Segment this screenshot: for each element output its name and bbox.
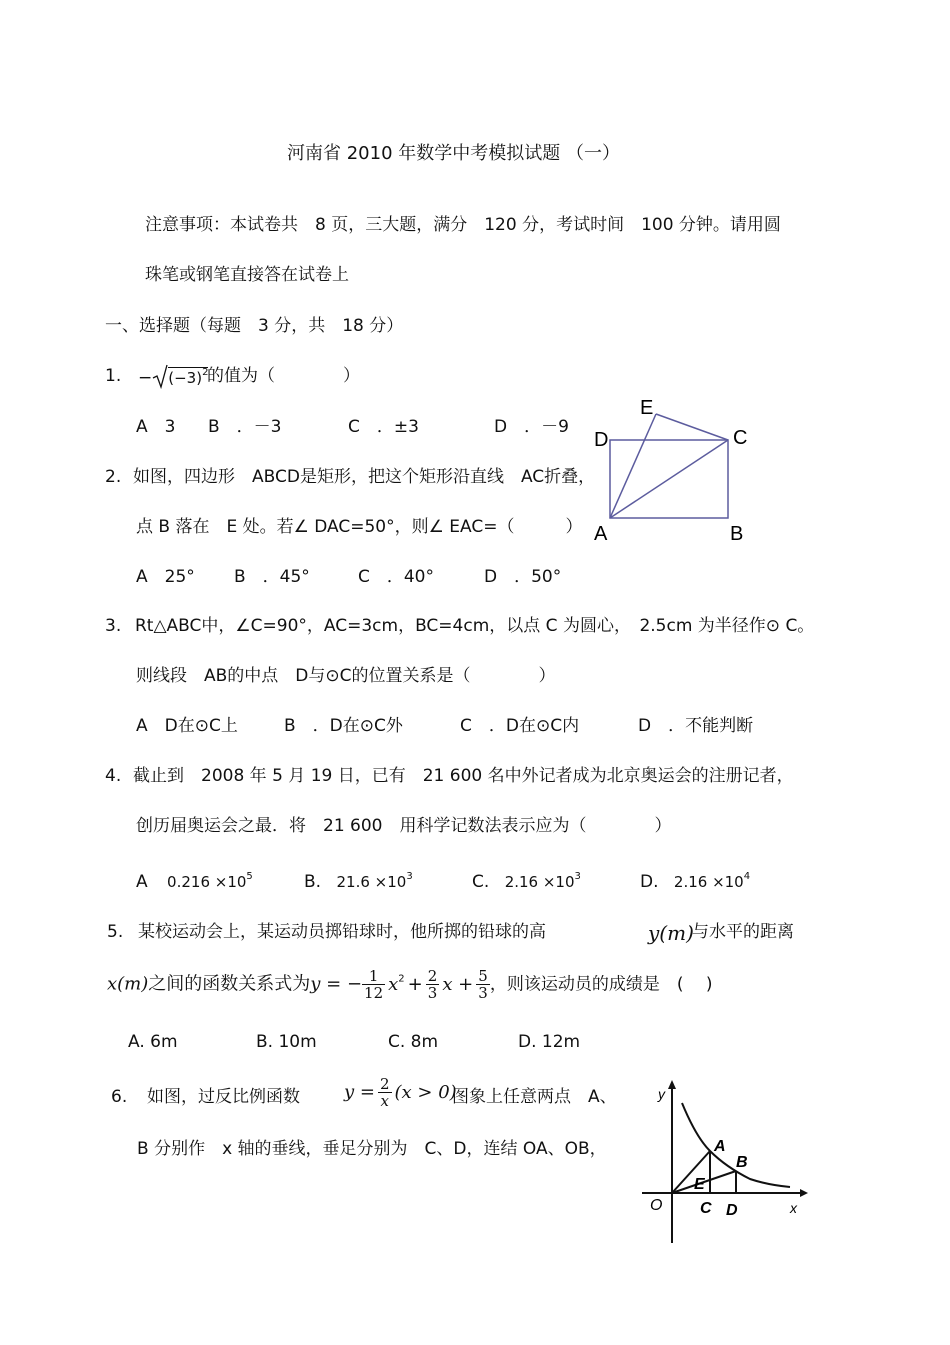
q6-f-num: 2	[379, 1075, 390, 1093]
q1-minus: −	[138, 368, 153, 388]
q4-option-c-base: 2.16 ×10	[504, 873, 575, 891]
q5-fraction-2	[426, 968, 440, 1001]
q4-option-b-exp: 3	[406, 871, 413, 882]
q6-fraction	[378, 1076, 392, 1109]
label-c: C	[733, 427, 748, 449]
question-6-head: 如图，过反比例函数	[147, 1087, 300, 1107]
q4-option-d-exp: 4	[743, 871, 751, 882]
q5-xm: x(m)	[107, 973, 149, 995]
q5-ym: y(m)	[648, 921, 694, 945]
q5-f1-num: 1	[362, 968, 385, 985]
rectangle-fold-figure	[590, 392, 760, 552]
q1-option-b: B ．－3	[208, 417, 282, 437]
label-c: C	[700, 1200, 712, 1217]
q4-option-d	[640, 866, 750, 893]
label-o: O	[650, 1197, 663, 1214]
label-a: A	[714, 1138, 726, 1155]
q2-option-c: C ．40°	[358, 567, 435, 587]
q5-eq-x2-exp: 2	[398, 973, 405, 985]
question-3-line-2: 则线段 AB的中点 D与⊙C的位置关系是（ ）	[136, 666, 556, 686]
q6-eq-y: y =	[344, 1081, 375, 1103]
q4-option-c	[472, 866, 581, 893]
question-4-number: 4.	[105, 766, 122, 786]
y-axis-arrow-icon	[668, 1080, 676, 1089]
question-6-line-1-tail: 图象上任意两点 A、	[452, 1087, 617, 1107]
question-4-line-1: 截止到 2008 年 5 月 19 日，已有 21 600 名中外记者成为北京奥运会的注册记者，	[133, 766, 794, 786]
q2-option-d: D ．50°	[484, 567, 562, 587]
q5-relation-text: 之间的函数关系式为	[148, 973, 311, 995]
question-1-number: 1.	[105, 366, 122, 386]
q1-radicand-text: (−3)	[168, 369, 203, 387]
question-4-line-2: 创历届奥运会之最．将 21 600 用科学记数法表示应为（ ）	[136, 816, 672, 836]
label-a: A	[594, 523, 608, 545]
q4-option-d-base: 2.16 ×10	[673, 873, 744, 891]
q2-option-a: A 25°	[136, 567, 195, 587]
q5-f2-num: 2	[427, 967, 438, 985]
q4-option-a-base: 0.216 ×10	[167, 873, 247, 891]
question-5-line-2	[107, 968, 713, 1001]
q4-option-d-label: D.	[640, 872, 659, 892]
q3-option-d: D ．不能判断	[638, 716, 754, 736]
q3-option-c: C ．D在⊙C内	[460, 716, 580, 736]
q4-option-c-label: C.	[472, 872, 490, 892]
q5-fraction-3	[476, 968, 490, 1001]
label-b: B	[736, 1154, 748, 1171]
q5-option-d: D. 12m	[518, 1032, 581, 1052]
question-3-number: 3.	[105, 616, 122, 636]
q4-option-b-label: B.	[304, 872, 322, 892]
q3-option-b: B ．D在⊙C外	[284, 716, 403, 736]
q1-option-d: D ．－9	[494, 417, 569, 437]
question-3-line-1: Rt△ABC中，∠C=90°，AC=3cm，BC=4cm，以点 C 为圆心， 2.5cm 为半径作⊙ C。	[135, 616, 815, 636]
q6-function	[344, 1076, 457, 1109]
q1-radicand	[168, 367, 208, 387]
q1-option-a: A 3	[136, 417, 176, 437]
q5-fraction-1	[362, 968, 385, 1001]
q4-option-b-base: 21.6 ×10	[336, 873, 407, 891]
label-x: x	[790, 1200, 797, 1216]
q5-option-c: C. 8m	[388, 1032, 439, 1052]
label-y: y	[658, 1086, 665, 1102]
q5-eq-plus: +	[407, 973, 423, 995]
q1-exponent: 2	[202, 367, 209, 378]
q5-f1-den: 12	[364, 984, 384, 1002]
page-title: 河南省 2010 年数学中考模拟试题 （一）	[287, 143, 620, 164]
question-2-line-2: 点 B 落在 E 处。若∠ DAC=50°，则∠ EAC=（ ）	[136, 517, 583, 537]
label-d: D	[594, 429, 609, 451]
notice-line-2: 珠笔或钢笔直接答在试卷上	[145, 265, 349, 285]
question-5-number: 5.	[107, 922, 124, 942]
label-d: D	[726, 1202, 738, 1219]
q6-f-den: x	[380, 1092, 389, 1110]
q5-option-a: A. 6m	[128, 1032, 178, 1052]
q3-option-a: A D在⊙C上	[136, 716, 238, 736]
label-e: E	[694, 1176, 705, 1193]
q5-f3-den: 3	[478, 984, 488, 1002]
inverse-function-figure	[640, 1075, 810, 1250]
question-2-line-1: 如图，四边形 ABCD是矩形，把这个矩形沿直线 AC折叠，	[133, 467, 596, 487]
segment-ec	[656, 414, 728, 440]
q6-eq-condition: (x > 0)	[394, 1081, 457, 1103]
question-5-line-1: 某校运动会上，某运动员掷铅球时，他所掷的铅球的高	[138, 922, 546, 942]
question-1-expression	[138, 362, 208, 389]
sqrt-icon	[152, 363, 168, 389]
q4-option-a-exp: 5	[246, 871, 253, 882]
x-axis-arrow-icon	[800, 1189, 808, 1197]
q4-option-c-exp: 3	[574, 871, 581, 882]
q4-option-b	[304, 866, 413, 893]
q5-line-2-tail: ，则该运动员的成绩是 ( )	[489, 974, 713, 995]
notice-line-1: 注意事项：本试卷共 8 页，三大题，满分 120 分，考试时间 100 分钟。请用圆	[145, 215, 781, 235]
q5-option-b: B. 10m	[256, 1032, 317, 1052]
question-6-number: 6.	[111, 1087, 128, 1107]
question-1-tail: 的值为（ ）	[207, 366, 360, 386]
q5-line-1-tail: 与水平的距离	[692, 922, 794, 942]
q1-option-c: C ．±3	[348, 417, 419, 437]
q5-f3-num: 5	[478, 967, 488, 985]
q5-eq-x2: x	[388, 973, 399, 995]
question-2-number: 2.	[105, 467, 122, 487]
q4-option-a-label: A	[136, 872, 148, 892]
q2-option-b: B ．45°	[234, 567, 310, 587]
q5-f2-den: 3	[427, 984, 438, 1002]
q4-option-a	[136, 866, 253, 893]
label-e: E	[640, 397, 654, 419]
q5-eq-x: x +	[442, 973, 474, 995]
q5-eq-y: y = −	[310, 973, 363, 995]
section-heading: 一、选择题（每题 3 分，共 18 分）	[105, 316, 404, 336]
label-b: B	[730, 523, 744, 545]
question-6-line-2: B 分别作 x 轴的垂线，垂足分别为 C、D，连结 OA、OB，	[137, 1139, 607, 1159]
